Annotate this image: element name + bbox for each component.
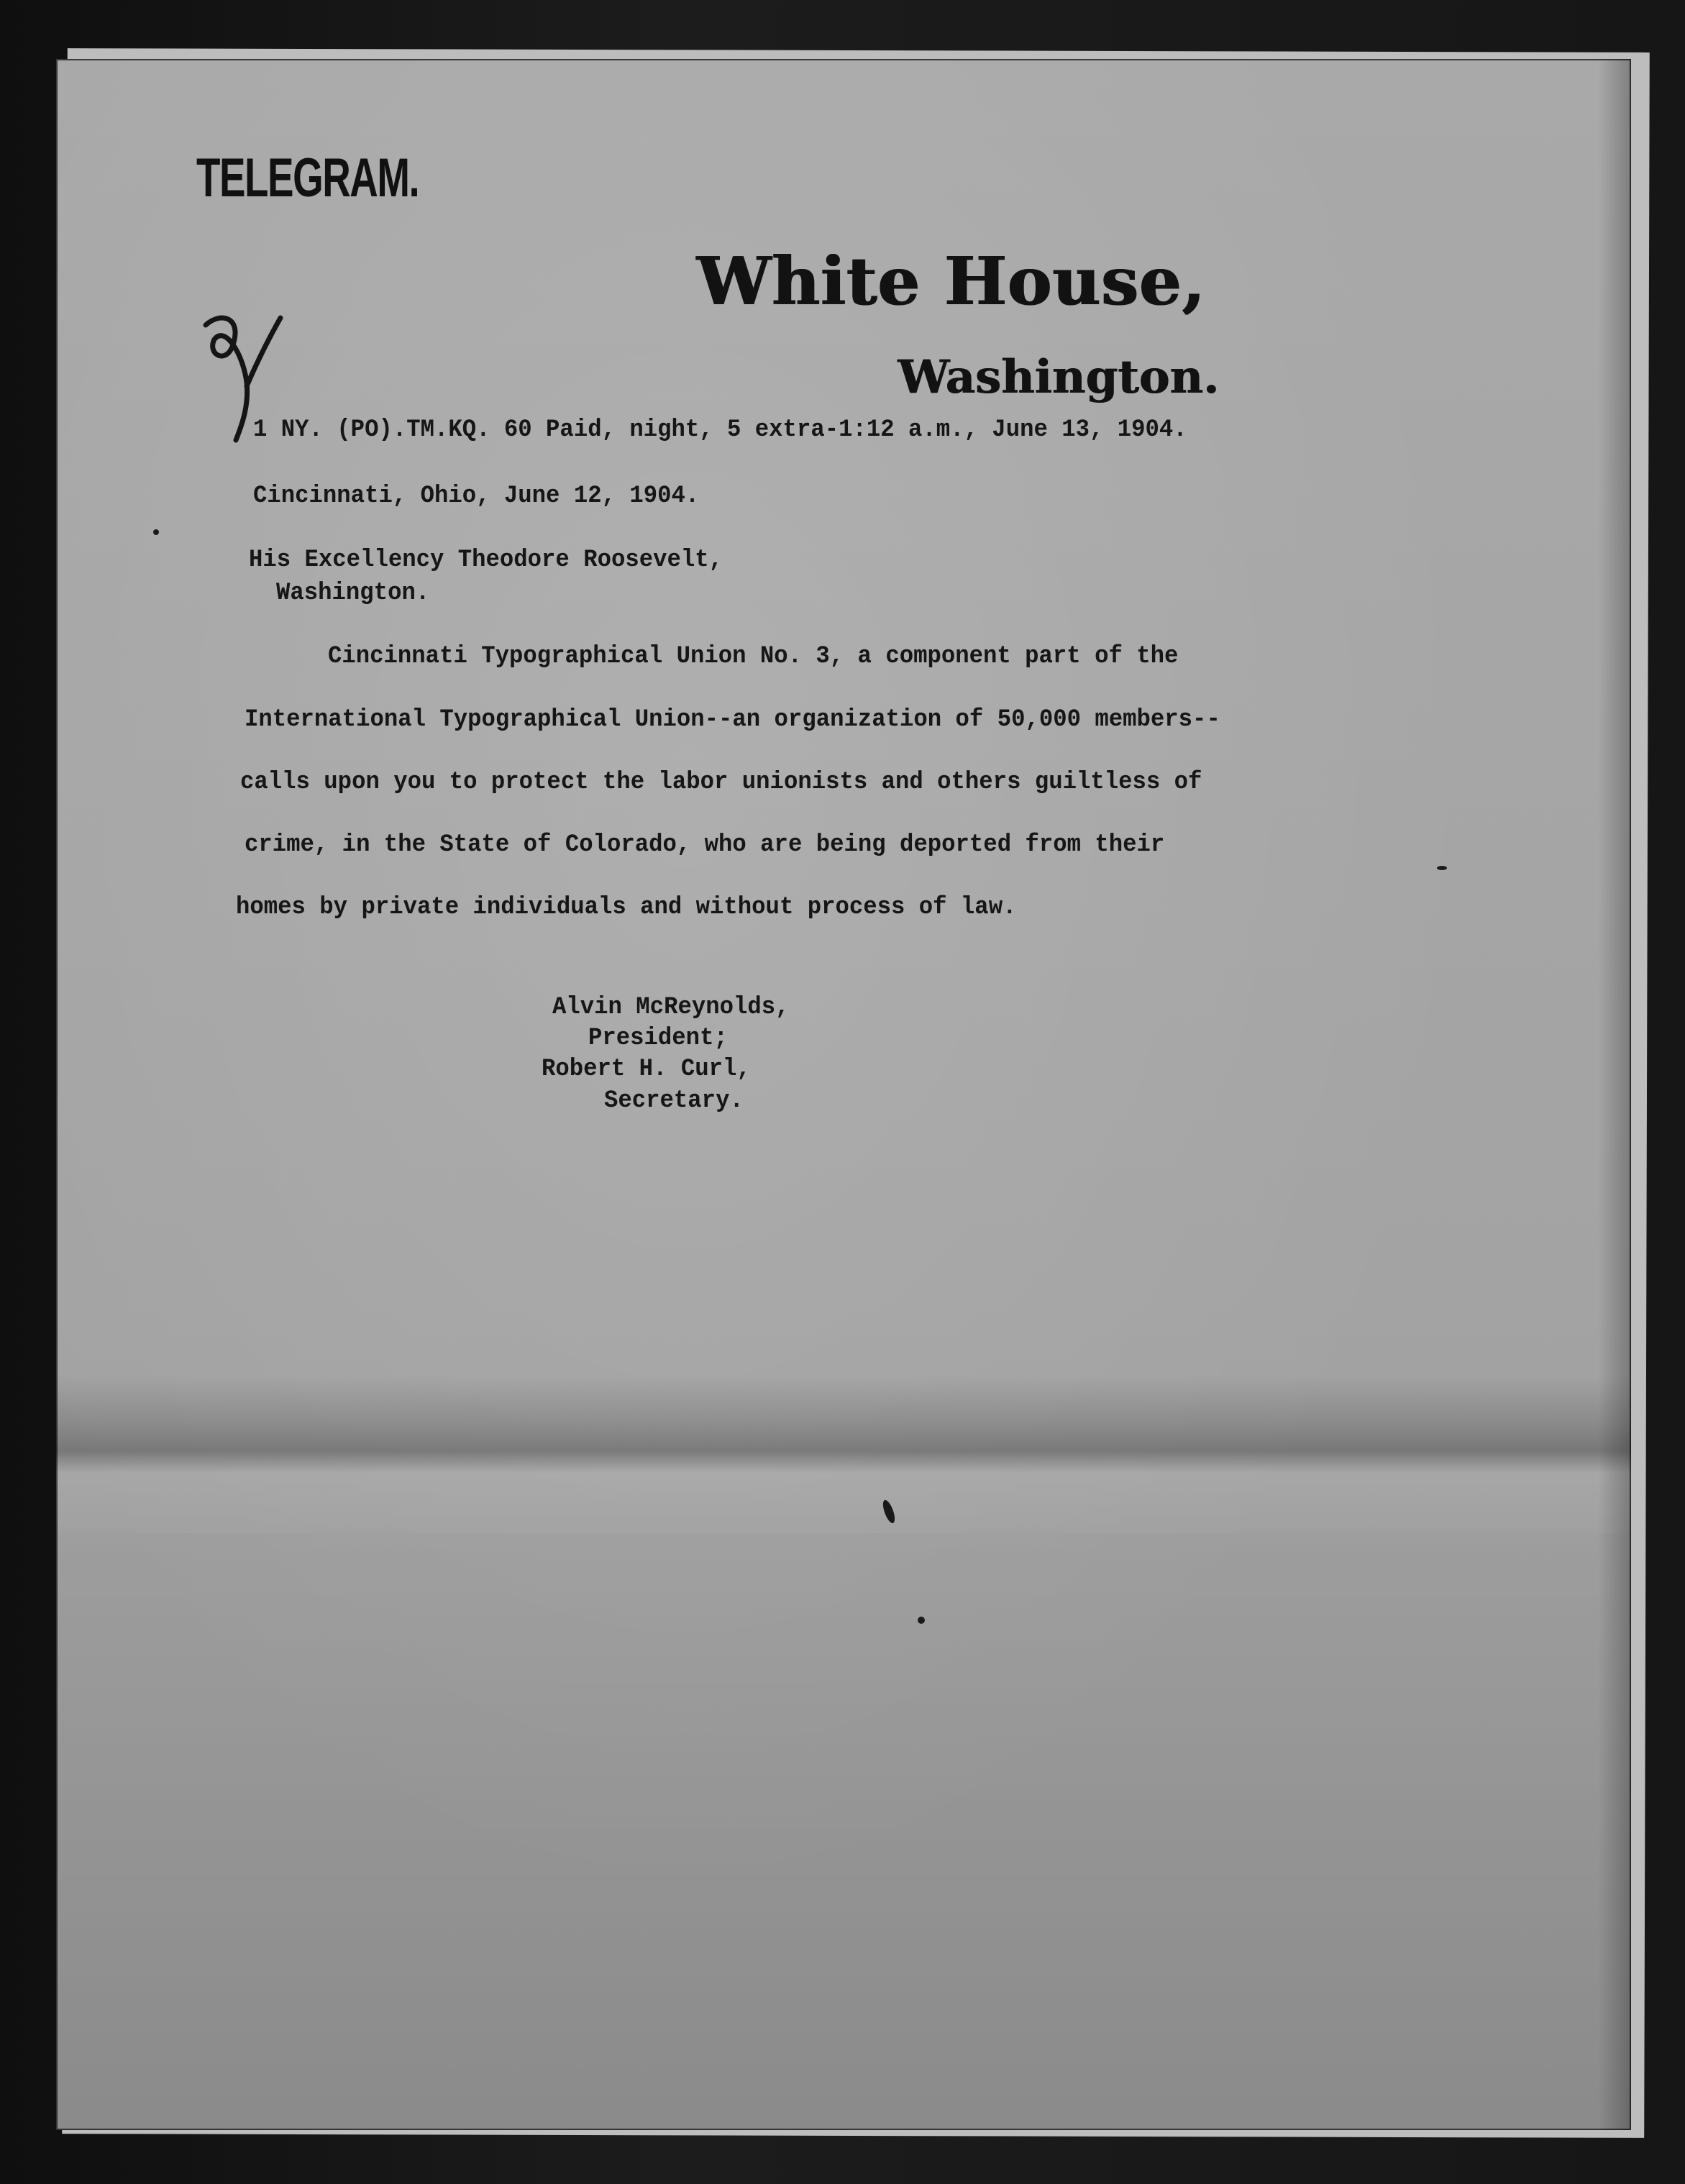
body-line: crime, in the State of Colorado, who are being deported from their bbox=[245, 831, 1165, 859]
body-line: homes by private individuals and without process of law. bbox=[236, 894, 1017, 921]
telegram-sheet bbox=[56, 59, 1631, 2130]
signature-title-1: President; bbox=[588, 1025, 728, 1052]
telegram-label: TELEGRAM. bbox=[196, 147, 419, 209]
ink-speck bbox=[918, 1617, 925, 1624]
paper-right-edge-shadow bbox=[1598, 59, 1631, 2130]
origin-line: Cincinnati, Ohio, June 12, 1904. bbox=[253, 483, 700, 510]
paper-lower-shadow bbox=[56, 1533, 1631, 2130]
body-line: International Typographical Union--an organization of 50,000 members-- bbox=[245, 706, 1220, 734]
signature-title-2: Secretary. bbox=[604, 1087, 744, 1115]
body-line: Cincinnati Typographical Union No. 3, a component part of the bbox=[328, 643, 1179, 670]
body-line: calls upon you to protect the labor unionists and others guiltless of bbox=[240, 769, 1202, 796]
letterhead-city: Washington. bbox=[898, 350, 1219, 404]
letterhead-title: White House, bbox=[696, 242, 1205, 320]
transmission-line: 1 NY. (PO).TM.KQ. 60 Paid, night, 5 extra-1:12 a.m., June 13, 1904. bbox=[253, 416, 1187, 444]
ink-speck bbox=[1437, 866, 1447, 870]
signature-name-1: Alvin McReynolds, bbox=[552, 994, 790, 1021]
signature-name-2: Robert H. Curl, bbox=[542, 1056, 751, 1083]
paper-fold-crease bbox=[56, 1375, 1631, 1533]
ink-speck bbox=[153, 529, 159, 535]
addressee-location: Washington. bbox=[276, 580, 430, 607]
addressee-name: His Excellency Theodore Roosevelt, bbox=[249, 547, 723, 574]
